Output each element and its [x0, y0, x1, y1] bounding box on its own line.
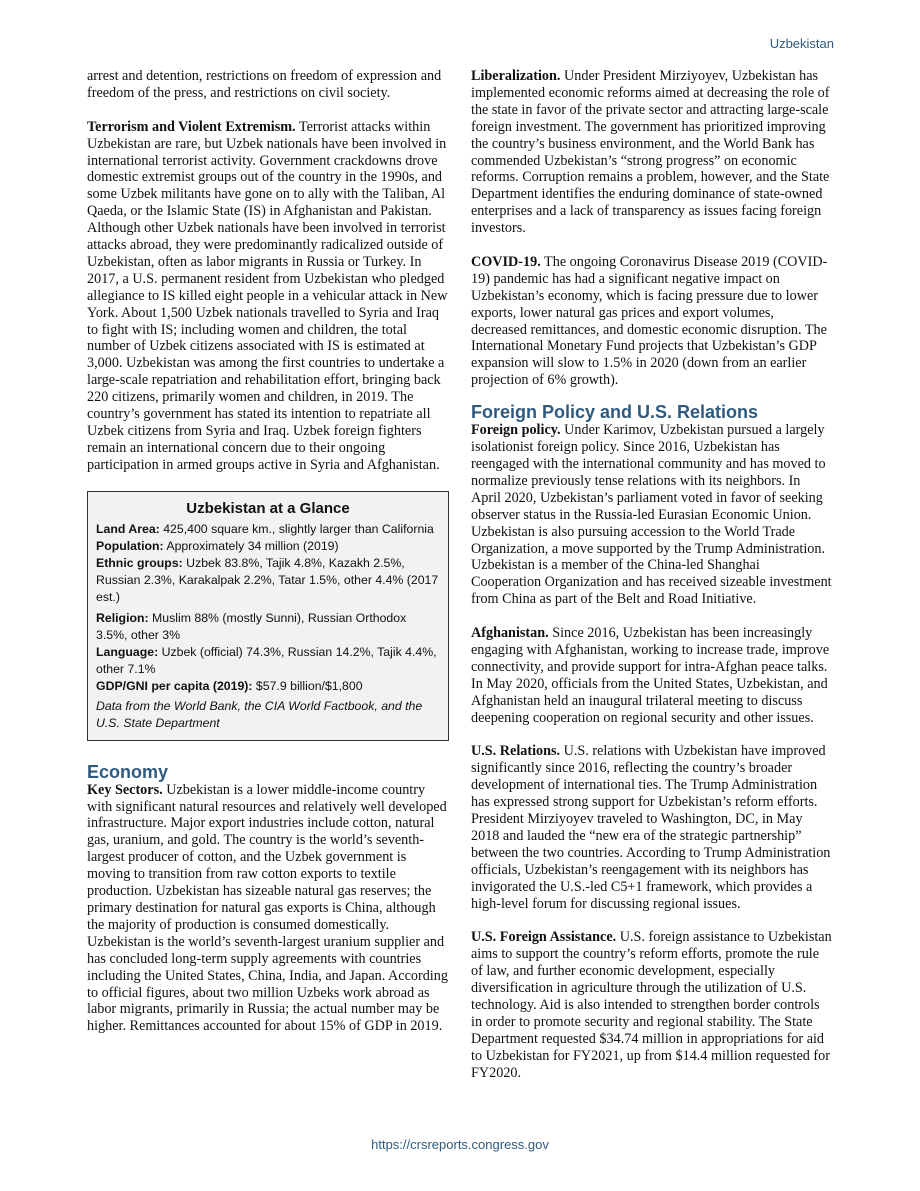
glance-language — [96, 644, 440, 678]
glance-population — [96, 538, 440, 555]
assistance-text: U.S. foreign assistance to Uzbekistan aims to support the country’s reform efforts, promote the rule of law, and further economic development, especially diversification in agriculture through the utilization of U.S. technology. Aid is also intended to strengthen border controls in order to promote security and regional stability. The State Department requested $34.74 million in appropriations for aid to Uzbekistan for FY2021, up from $14.4 million requested for FY2020. — [471, 929, 832, 1081]
glance-land-area — [96, 521, 440, 538]
covid-label: COVID-19. — [471, 253, 541, 270]
glance-religion — [96, 610, 440, 644]
liberalization-text: Under President Mirziyoyev, Uzbekistan has implemented economic reforms aimed at decreasing the role of the state in favor of the private sector and attracting large-scale foreign investment. The government has prioritized improving the country’s business environment, and the World Bank has commended Uzbekistan’s “strong progress” on economic reforms. Corruption remains a problem, however, and the State Department identifies the enduring dominance of state-owned enterprises and a lack of transparency as issues facing foreign investors. — [471, 68, 830, 237]
us-relations-paragraph — [471, 743, 833, 912]
glance-value: 425,400 square km., slightly larger than California — [159, 521, 434, 536]
key-sectors-text: Uzbekistan is a lower middle-income country with significant natural resources and relatively well developed infrastructure. Major export industries include cotton, natural gas, uranium, and gold. The country is the world’s seventh-largest producer of cotton, and the Uzbek government is moving to transition from raw cotton exports to textile production. Uzbekistan has sizeable natural gas reserves; the primary destination for natural gas exports is China, although the majority of production is consumed domestically. Uzbekistan is the world’s seventh-largest uranium supplier and has concluded long-term supply agreements with countries including the United States, China, India, and Japan. According to official figures, about two million Uzbeks work abroad as labor migrants, primarily in Russia; the actual number may be higher. Remittances accounted for about 15% of GDP in 2019. — [87, 781, 448, 1035]
intro-paragraph: arrest and detention, restrictions on freedom of expression and freedom of the press, and restrictions on civil society. — [87, 68, 442, 101]
foreign-policy-heading: Foreign Policy and U.S. Relations — [471, 402, 759, 423]
glance-box — [87, 491, 449, 741]
glance-label: Language: — [96, 644, 159, 659]
glance-value: Uzbek 83.8%, Tajik 4.8%, Kazakh 2.5%, Russian 2.3%, Karakalpak 2.2%, Tatar 1.5%, other 4.4% (2017 est.) — [96, 555, 439, 604]
left-column — [87, 68, 449, 1052]
glance-title: Uzbekistan at a Glance — [186, 499, 350, 517]
glance-value: Approximately 34 million (2019) — [163, 538, 339, 553]
assistance-paragraph — [471, 929, 833, 1081]
foreign-policy-paragraph — [471, 422, 833, 608]
terrorism-text: Terrorist attacks within Uzbekistan are rare, but Uzbek nationals have been involved in international terrorist activity. Government crackdowns drove domestic extremist groups out of the country in the 1990s, and some Uzbek militants have gone on to ally with the Taliban, Al Qaeda, or the Islamic State (IS) in Afghanistan and Pakistan. Although other Uzbek nationals have been involved in terrorist attacks abroad, they were predominantly radicalized outside of Uzbekistan, often as labor migrants in Russia or Turkey. In 2017, a U.S. permanent resident from Uzbekistan who pledged allegiance to IS killed eight people in a vehicular attack in New York. About 1,500 Uzbek nationals travelled to Syria and Iraq to fight with IS; including women and children, the total number of Uzbek citizens associated with IS is estimated at 3,000. Uzbekistan was among the first countries to undertake a large-scale repatriation and rehabilitation effort, bringing back 220 citizens, primarily women and children, in 2019. The country’s government has stated its intention to repatriate all Uzbek citizens from Syria and Iraq. Uzbek foreign fighters remain an international concern due to their ongoing participation in armed groups active in Syria and Afghanistan. — [87, 118, 448, 473]
running-header: Uzbekistan — [769, 36, 834, 51]
afghanistan-paragraph — [471, 625, 833, 726]
glance-ethnic — [96, 555, 440, 606]
glance-label: Religion: — [96, 610, 149, 625]
afghanistan-label: Afghanistan. — [471, 625, 549, 642]
glance-gdp — [96, 678, 440, 695]
glance-value: Muslim 88% (mostly Sunni), Russian Orthodox 3.5%, other 3% — [96, 610, 407, 642]
terrorism-paragraph — [87, 119, 449, 474]
glance-label: Land Area: — [96, 521, 160, 536]
right-column — [471, 68, 833, 1098]
us-relations-text: U.S. relations with Uzbekistan have improved significantly since 2016, reflecting the country’s broader development of international ties. The Trump Administration has expressed strong support for Uzbekistan’s reform efforts. President Mirziyoyev traveled to Washington, DC, in May 2018 and lauded the “new era of the strategic partnership” between the two countries. According to Trump Administration officials, Uzbekistan’s reengagement with its neighbors has invigorated the U.S.-led C5+1 framework, which provides a high-level forum for discussing regional issues. — [471, 743, 831, 912]
glance-label: Population: — [96, 538, 164, 553]
covid-text: The ongoing Coronavirus Disease 2019 (COVID-19) pandemic has had a significant negative impact on Uzbekistan’s economy, which is facing pressure due to lower exports, lower natural gas prices and export volumes, decreased remittances, and domestic economic disruption. The International Monetary Fund projects that Uzbekistan’s GDP expansion will slow to 1.5% in 2020 (down from an earlier projection of 6% growth). — [471, 253, 828, 389]
glance-label: GDP/GNI per capita (2019): — [96, 678, 253, 693]
glance-label: Ethnic groups: — [96, 555, 183, 570]
glance-source-note: Data from the World Bank, the CIA World Factbook, and the U.S. State Department — [96, 698, 423, 730]
key-sectors-paragraph — [87, 782, 449, 1036]
liberalization-paragraph — [471, 68, 833, 237]
afghanistan-text: Since 2016, Uzbekistan has been increasingly engaging with Afghanistan, working to increase trade, improve connectivity, and provide support for intra-Afghan peace talks. In May 2020, officials from the United States, Uzbekistan, and Afghanistan held an inaugural trilateral meeting to discuss deepening cooperation on regional security and other issues. — [471, 625, 830, 726]
us-relations-label: U.S. Relations. — [471, 743, 561, 760]
footer-link[interactable]: https://crsreports.congress.gov — [371, 1137, 549, 1152]
glance-value: Uzbek (official) 74.3%, Russian 14.2%, Tajik 4.4%, other 7.1% — [96, 644, 437, 676]
covid-paragraph — [471, 254, 833, 389]
foreign-policy-label: Foreign policy. — [471, 422, 561, 439]
assistance-label: U.S. Foreign Assistance. — [471, 929, 617, 946]
liberalization-label: Liberalization. — [471, 68, 561, 84]
foreign-policy-text: Under Karimov, Uzbekistan pursued a largely isolationist foreign policy. Since 2016, Uzbekistan has reengaged with the international community and has moved to normalize previously tense relations with its neighbors. In April 2020, Uzbekistan’s parliament voted in favor of seeking observer status in the Russia-led Eurasian Economic Union. Uzbekistan is also pursuing accession to the World Trade Organization, a move supported by the Trump Administration. Uzbekistan is a member of the China-led Shanghai Cooperation Organization and has received sizeable investment from China as part of the Belt and Road Initiative. — [471, 422, 832, 608]
glance-value: $57.9 billion/$1,800 — [252, 678, 363, 693]
key-sectors-label: Key Sectors. — [87, 781, 163, 798]
economy-heading: Economy — [87, 761, 169, 782]
terrorism-heading: Terrorism and Violent Extremism. — [87, 118, 296, 135]
